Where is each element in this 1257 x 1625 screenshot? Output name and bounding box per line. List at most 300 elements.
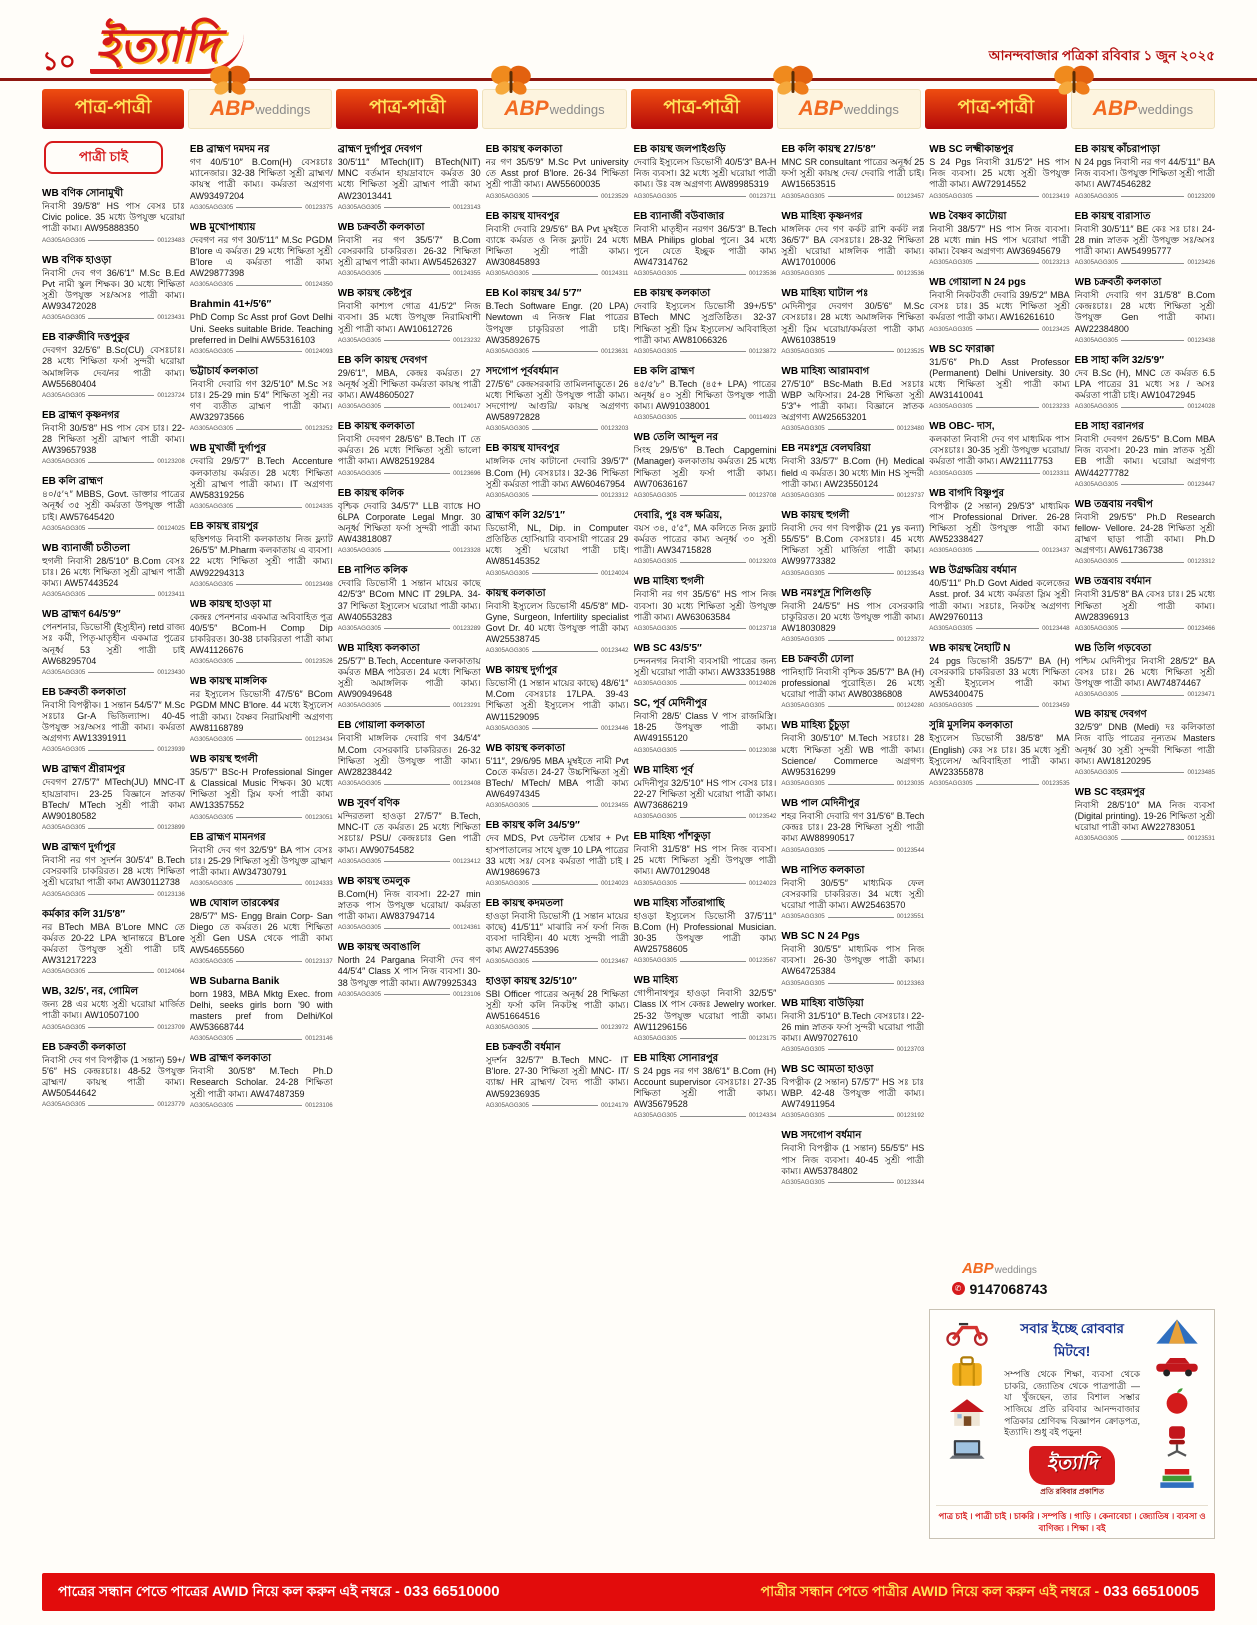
ad-code-rule [236, 960, 302, 962]
ad-codes [634, 957, 777, 964]
ad-body: নিবাসী কাশ্যপ গোত্র 41/5′2″ নিজ ব্যবসা। 35 মধ্যে উপযুক্ত নিরামিষাশী সুশ্রী পাত্রী কাম্য। AW10612726 [337, 301, 481, 334]
ad-title: ভট্টাচার্য কলকাতা [189, 365, 259, 377]
ad-body: দেব MDS, Pvt ডেন্টাল চেম্বার + Pvt হাসপাতালের সাথে যুক্ত 10 LPA পাত্রের 33 মধ্যে সঃ/ বেসঃ কর্মরতা পাত্রী চাই I AW19869673 [485, 833, 629, 877]
ad-code-rule [828, 494, 894, 496]
ad-code-rule [976, 627, 1040, 629]
ads-list [486, 139, 629, 1115]
ad-code-rule [1121, 771, 1185, 773]
ad-body: হুগলী নিবাসী 28/5′10″ B.Com বেসঃ চাঃ। 26 মধ্যে শিক্ষিতা সুশ্রী ব্রাহ্মণ পাত্রী কাম্য। AW57443524 [42, 555, 185, 589]
ad-code-rule [384, 206, 450, 208]
ad-code-rule [88, 827, 154, 829]
luggage-image [947, 1354, 987, 1388]
ad-codes [634, 414, 777, 421]
ad-body: PhD Comp Sc Asst prof Govt Delhi Uni. Seeks suitable Bride. Teaching preferred in Delhi AW55316103 [189, 312, 333, 345]
ad-body: 40/5′11″ Ph.D Govt Aided কলেজের Asst. prof. 34 মধ্যে কর্মরতা স্লিম সুশ্রী পাত্রী কাম্য। সঃচাঃ, নিকটস্থ অগ্রগণ্য AW29760113 [929, 578, 1070, 622]
butterfly-icon [489, 63, 533, 99]
ad-code-rule [828, 428, 894, 430]
ad-agency-code: AG305AGG305 [189, 658, 234, 666]
ad-body: পানিহাটি নিবাসী বৃশ্চিক 35/5′7″ BA (H) professional পুরোহিত। 26 মধ্যে ঘরোয়া পাত্রী কাম্য AW80386808 [781, 667, 925, 700]
ad-ref-code: 00123208 [157, 458, 185, 466]
classified-ad [338, 283, 481, 343]
classified-ad [929, 560, 1069, 632]
classified-ad [338, 350, 481, 410]
ad-body: 31/5′6″ Ph.D Asst Professor (Permanent) Delhi University. 30 মধ্যে শিক্ষিতা সুশ্রী পাত্রী কাম্য AW31410041 [929, 356, 1070, 400]
ad-ref-code: 00123344 [896, 1178, 925, 1186]
ad-code-rule [88, 1104, 154, 1106]
ad-ref-code: 00123455 [600, 802, 629, 810]
ad-agency-code: AG305AGG305 [485, 425, 529, 433]
ad-title: কায়স্থ কলকাতা [485, 587, 546, 599]
ad-codes [634, 270, 777, 277]
classified-ad [190, 361, 333, 433]
ad-title: WB বণিক হাওড়া [42, 254, 112, 266]
classified-ad [190, 827, 333, 887]
ad-agency-code: AG305AGG305 [1074, 480, 1118, 488]
classified-ad [42, 1037, 185, 1109]
ad-codes [190, 736, 333, 743]
ad-body: বিপত্নীক (2 সন্তান) 57/5′7″ HS সঃ চাঃ WBP. 42-48 উপযুক্ত পাত্রী কাম্য। AW74911954 [781, 1076, 925, 1110]
ad-codes [42, 824, 185, 831]
ad-code-rule [236, 284, 302, 286]
promo-tagline: প্রতি রবিবার প্রকাশিত [1040, 1487, 1104, 1497]
classified-ad [338, 638, 481, 710]
classified-ad [781, 793, 924, 853]
patra-patri-banner [336, 89, 478, 129]
classified-ad [338, 560, 481, 632]
classified-ad [1075, 638, 1215, 698]
ad-body: বয়স ৩৪, ৫′৫″, MA কলিতে নিজ ফ্ল্যাট কর্মরত পাত্রের কাম্য অনূর্ধ্ব ৩০ সুশ্রী পাত্রী। AW34715828 [633, 522, 777, 556]
ad-codes [1075, 193, 1215, 200]
classified-ad [190, 139, 333, 211]
ad-body: মাঙ্গলিক দোষ কাটানো দেবারি 39/5′7″ B.Com (H) বেসঃচাঃ। 32-36 শিক্ষিতা সুশ্রী কর্মরতা পাত্রী কাম্য AW60467954 [485, 456, 629, 489]
ad-body: North 24 Pargana নিবাসী দেব গণ 44/5′4″ Class X পাস নিজ ব্যবসা। 30-38 উপযুক্ত পাত্রী কাম্য। AW79925343 [337, 955, 481, 988]
patra-patri-banner [631, 89, 773, 129]
ad-agency-code: AG305AGG305 [337, 203, 382, 211]
ad-codes [1075, 769, 1215, 776]
ad-title: WB কায়স্থ মাঙ্গলিক [189, 676, 267, 688]
ad-ref-code: 00123312 [600, 491, 629, 499]
ad-title: ব্রাহ্মণ দুর্গাপুর দেবগণ [337, 144, 422, 156]
ad-title: EB কায়স্থ কলকাতা [485, 144, 563, 156]
ad-title: WB বাগদি বিষ্ণুপুর [929, 487, 1005, 499]
ad-body: বিপত্নীক (2 সন্তান) 29/5′3″ মাধ্যমিক পাস Professional Driver. 26-28 শিক্ষিতা সুশ্রী উপযুক্ত পাত্রী কাম্য AW52338427 [929, 500, 1070, 545]
ad-codes [338, 204, 481, 211]
classified-ad [781, 361, 924, 433]
ad-code-rule [680, 627, 746, 629]
ad-code-rule [236, 738, 302, 740]
ad-body: MNC SR consultant পাত্রের অনূর্ধ্ব 25 ফর্সা সুশ্রী কায়স্থ দেব/ দেবারি পাত্রী চাই। AW15653515 [781, 157, 925, 190]
ad-ref-code: 00123289 [453, 624, 481, 632]
classified-ad [929, 638, 1069, 710]
ad-ref-code: 00123442 [600, 647, 629, 655]
ads-column-1 [42, 139, 185, 1539]
ad-codes [781, 980, 924, 987]
ad-ref-code: 00123872 [748, 347, 777, 355]
ad-body: কলকাতা নিবাসী দেব গণ মাধ্যমিক পাস বেসঃচাঃ। 30-35 সুশ্রী উপযুক্ত ঘরোয়া/ কর্মরতা পাত্রী কাম্য। AW21117753 [929, 434, 1070, 467]
phone-icon: ✆ [952, 1282, 965, 1295]
ad-ref-code: 00123708 [748, 491, 777, 499]
ad-codes [190, 958, 333, 965]
ad-body: দেবগণ নর গণ 30/5′11″ M.Sc PGDM B'lore এ কর্মরত। 29 মধ্যে শিক্ষিতা সুশ্রী B'lore এ কর্মরতা পাত্রী কাম্য AW29877398 [189, 234, 333, 279]
ad-ref-code: 00123544 [896, 846, 925, 854]
ad-ref-code: 00124361 [453, 924, 481, 932]
ad-ref-code: 00123631 [600, 347, 629, 355]
helpline-banner [42, 1573, 1215, 1611]
ad-body: বৃশ্চিক দেবারি 34/5′7″ LLB ব্যাঙ্কে HO 6LPA Corporate Legal Mngr. 30 অনূর্ধ্ব শিক্ষিতা ফর্সা সুন্দরী পাত্রী কাম্য AW43818087 [337, 500, 481, 545]
ad-ref-code: 00124333 [305, 880, 333, 888]
ad-ref-code: 00123419 [1042, 192, 1070, 200]
ad-ref-code: 00123035 [896, 780, 925, 788]
ad-body: দেবগণ 27/5′7″ MTech(JU) MNC-IT হায়দ্রাবাদ। 23-25 বিজ্ঞানে স্নাতক/ BTech/ MTech সুশ্রী পাত্রী কাম্য AW90180582 [42, 777, 185, 821]
ad-body: নিবাসী দেব গণ বিপত্নীক (21 ys কন্যা) 55/5′5″ B.Com বেসঃচাঃ। 45 মধ্যে শিক্ষিতা সুশ্রী মার্জিতা পাত্রী কাম্য। AW99773382 [781, 522, 925, 567]
ad-ref-code: 00123291 [453, 702, 481, 710]
ad-agency-code: AG305AGG305 [1074, 835, 1118, 843]
ad-title: EB কলি ব্রাহ্মণ [42, 476, 103, 488]
ad-ref-code: 00123535 [1042, 780, 1070, 788]
ad-body: ইস্যুলেস ডিভোর্সী 38/5′8″ MA (English) কেঃ সঃ চাঃ। 35 মধ্যে সুশ্রী ইস্যুলেস/ অবিবাহিতা পাত্রী কাম্য। AW23355878 [929, 733, 1070, 777]
ad-title: WB চক্রবর্তী কলকাতা [337, 221, 425, 233]
classified-ad [190, 516, 333, 588]
ads-list [929, 139, 1069, 793]
classified-ad [42, 904, 185, 976]
ad-title: EB ব্রাহ্মণ দমদম নর [189, 144, 270, 156]
ad-ref-code: 00123483 [157, 236, 185, 244]
classified-ad [42, 183, 185, 243]
ad-codes [338, 625, 481, 632]
ad-body: 24 pgs ডিভোর্সী 35/5′7″ BA (H) বেসরকারি চাকরিরতা 33 মধ্যে শিক্ষিতা সুশ্রী ইস্যুলেস পাত্রী কাম্য AW53400475 [929, 655, 1070, 700]
ad-code-rule [532, 805, 598, 807]
ad-title: WB মুখোপাধ্যায় [189, 221, 256, 233]
ad-title: WB মাহিষ্য আরামবাগ [781, 365, 870, 377]
abp-weddings-logo [929, 1260, 1069, 1278]
ad-body: 35/5′7″ BSc-H Professional Singer & Classical Music শিক্ষক। 30 মধ্যে শিক্ষিতা সুশ্রী স্লিম ফর্সা পাত্রী কাম্য AW13357552 [189, 766, 333, 811]
patra-patri-label: পাত্র-পাত্রী [663, 97, 740, 119]
ad-title: EB ব্রাহ্মণ মামনগর [189, 831, 266, 843]
ad-code-rule [532, 883, 598, 885]
ad-agency-code: AG305AGG305 [189, 425, 234, 433]
ad-codes [634, 625, 777, 632]
classified-ad [929, 272, 1069, 332]
ad-title: WB মাহিষ্য ঘাটাল পঃ [781, 288, 869, 300]
ad-codes [42, 314, 185, 321]
ad-ref-code: 00123203 [748, 558, 777, 566]
ad-ref-code: 00124017 [453, 403, 481, 411]
ad-body: দেবারি ইস্যুলেস ডিভোর্সী 39+/5′5″ BTech MNC সুপ্রতিষ্ঠিত। 32-37 শিক্ষিতা সুশ্রী স্লিম ইস্যুলেস/ অবিবাহিতা পাত্রী কাম্য AW81066326 [633, 301, 777, 345]
classified-ad [1075, 494, 1215, 566]
ad-title: WB কায়স্থ নৈহাটি N [929, 642, 1011, 654]
ad-agency-code: AG305AGG305 [633, 270, 677, 278]
ad-ref-code: 00123431 [157, 314, 185, 322]
helpline-number: 9147068743 [969, 1280, 1048, 1297]
ad-ref-code: 00123542 [748, 813, 777, 821]
ad-ref-code: 00123446 [600, 724, 629, 732]
ad-code-rule [828, 849, 894, 851]
promo-categories: পাত্র চাই । পাত্রী চাই । চাকরি । সম্পত্তি । গাড়ি । কেনাবেচা । জ্যোতিষ । ব্যবসা ও বাণিজ্য । শিক্ষা । বই [936, 1505, 1208, 1534]
classified-ad [338, 139, 481, 211]
ad-code-rule [680, 960, 746, 962]
ad-code-rule [828, 639, 894, 641]
ad-codes [634, 193, 777, 200]
ad-codes [486, 193, 629, 200]
classified-ad [338, 483, 481, 555]
classified-ad [781, 283, 924, 355]
ad-code-rule [88, 394, 154, 396]
ad-body: 27/5′6″ কেন্দ্রসরকারি তামিলনাড়ুতে। 26 মধ্যে শিক্ষিতা সুশ্রী উপযুক্ত পাত্রী কাম্য। সদগোপ/ আগুরি/ কায়স্থ অগ্রগণ্য AW58972828 [485, 378, 629, 423]
ad-body: নিবাসী 30/5′11″ BE কেঃ সঃ চাঃ। 24-28 min স্নাতক সুশ্রী উপযুক্ত সঃ/অসঃ পাত্রী কাম্য। AW54995777 [1074, 223, 1215, 256]
ad-code-rule [236, 506, 302, 508]
ad-codes [781, 913, 924, 920]
ad-title: SC, পূর্ব মেদিনীপুর [633, 698, 707, 710]
ad-agency-code: AG305AGG305 [485, 569, 529, 577]
patra-patri-label: পাত্র-পাত্রী [369, 97, 446, 119]
ad-code-rule [532, 195, 598, 197]
ads-list [338, 139, 481, 1004]
ad-code-rule [532, 273, 598, 275]
ad-ref-code: 00123471 [1187, 691, 1215, 699]
ad-body: দেবারি ইস্যুলেস ডিভোর্সী 40/5′3″ BA-H নিজ ব্যবসা। 32 মধ্যে সুশ্রী ঘরোয়া পাত্রী কাম্য। উঃ বঙ্গ অগ্রগণ্য AW89985319 [633, 157, 777, 190]
ad-ref-code: 00123106 [453, 990, 481, 998]
ad-title: WB SC বহরমপুর [1074, 786, 1145, 798]
ad-code-rule [976, 406, 1040, 408]
ad-body: নিবাসী নর গণ 35/5′6″ HS পাস নিজ ব্যবসা। 30 মধ্যে শিক্ষিতা সুশ্রী উপযুক্ত পাত্রী কাম্য। AW63063584 [633, 589, 777, 622]
ad-code-rule [384, 860, 450, 862]
ad-ref-code: 00124350 [305, 281, 333, 289]
ad-body: নিবাসী নর গণ সুদর্শন 30/5′4″ B.Tech বেসরকারি চাকরিরত। 28 মধ্যে শিক্ষিতা সুশ্রী ঘরোয়া পাত্রী কাম্য AW30112738 [42, 855, 185, 888]
ad-ref-code: 00123711 [749, 192, 777, 200]
ad-ref-code: 00123529 [600, 192, 629, 200]
classified-ad [190, 217, 333, 289]
apple-image [1162, 1386, 1192, 1416]
groom-helpline [58, 1580, 500, 1604]
ad-ref-code: 00123498 [305, 580, 333, 588]
ad-agency-code: AG305AGG305 [189, 281, 234, 289]
ad-body: নিবাসী ইস্যুলেস ডিভোর্সী 45/5′8″ MD- Gyne, Surgeon, Infertility specialist Govt Dr. 40 মধ্যে উপযুক্ত পাত্রী কাম্য AW25538745 [485, 600, 629, 644]
classified-ad [634, 505, 777, 565]
ad-codes [1075, 403, 1215, 410]
ad-code-rule [384, 783, 450, 785]
ad-body: জন্য 28 এর মধ্যে সুশ্রী ঘরোয়া মার্জিত পাত্রী কাম্য। AW10507100 [42, 999, 185, 1021]
ad-code-rule [532, 350, 598, 352]
ad-title: EB গোয়ালা কলকাতা [337, 720, 425, 732]
ad-code-rule [532, 960, 598, 962]
ad-agency-code: AG305AGG305 [633, 624, 677, 632]
weddings-logo-text: weddings [994, 1264, 1037, 1276]
ad-codes [338, 270, 481, 277]
classified-ad [634, 427, 777, 499]
ad-title: EB সাহা বরানগর [1074, 421, 1144, 433]
ad-code-rule [828, 1115, 894, 1117]
classified-ad [190, 294, 333, 354]
ad-body: নর ইস্যুলেস ডিভোর্সী 47/5′6″ BCom PGDM MNC B'lore. 44 মধ্যে ইস্যুলেস পাত্রী কাম্য। বৈষ্ণব নিরামিষাশী অগ্রগণ্য AW81168789 [189, 689, 333, 733]
ad-codes [338, 924, 481, 931]
ad-title: EB কায়স্থ কলকাতা [633, 288, 711, 300]
ad-codes [781, 348, 924, 355]
ad-agency-code: AG305AGG305 [1074, 336, 1118, 344]
ad-codes [929, 547, 1069, 554]
date-line: রবিবার ১ জুন ২০২৫ [1102, 48, 1215, 64]
ad-codes [42, 968, 185, 975]
ad-ref-code: 00123448 [1042, 624, 1070, 632]
ad-agency-code: AG305AGG305 [337, 702, 382, 710]
ad-code-rule [88, 893, 154, 895]
paper-dateline [989, 45, 1215, 74]
ad-codes [338, 470, 481, 477]
ad-codes [634, 558, 777, 565]
ads-list [42, 183, 185, 1114]
ad-agency-code: AG305AGG305 [781, 569, 825, 577]
ad-code-rule [88, 594, 154, 596]
ad-ref-code: 00123252 [305, 425, 333, 433]
ad-ref-code: 00123467 [600, 957, 629, 965]
ad-body: নিবাসী বিপত্নীক (1 সন্তান) 55/5′5″ HS পাস নিজ ব্যবসা। 40-45 সুশ্রী পাত্রী কাম্য। AW53784802 [781, 1143, 925, 1176]
ad-code-rule [384, 550, 450, 552]
promo-headline: সবার ইচ্ছে রোববার মিটবে! [1020, 1320, 1124, 1359]
weddings-logo-text: weddings [1138, 101, 1194, 117]
ad-codes [781, 1179, 924, 1186]
classified-ad [338, 715, 481, 787]
ad-body: নিবাসী 30/5′8″ HS পাস বেস চাঃ। 22-28 শিক্ষিতা সুশ্রী ব্রাহ্মণ পাত্রী কাম্য। AW39657938 [42, 422, 185, 456]
abp-logo-text: ABP [798, 97, 843, 121]
classified-ad [338, 937, 481, 997]
classified-ad [1075, 416, 1215, 488]
ad-agency-code: AG305AGG305 [929, 325, 973, 333]
ad-ref-code: 00114923 [749, 414, 777, 422]
ad-codes [338, 858, 481, 865]
ad-agency-code: AG305AGG305 [781, 636, 825, 643]
classified-ad [634, 970, 777, 1042]
ad-agency-code: AG305AGG305 [781, 1045, 825, 1053]
ad-title: WB উগ্রক্ষত্রিয় বর্ধমান [929, 565, 1017, 577]
ad-body: দেবগণ 32/5′6″ B.Sc(CU) বেসঃচাঃ। 28 মধ্যে শিক্ষিতা ফর্সা সুন্দরী ঘরোয়া অমাঙ্গলিক দেব/নর পাত্রী কাম্য। AW55680404 [42, 345, 185, 389]
ad-title: EB চক্রবর্তী ঢোলা [781, 654, 854, 665]
ad-ref-code: 00123375 [305, 203, 333, 211]
ad-code-rule [88, 749, 154, 751]
ad-ref-code: 00124179 [600, 1101, 629, 1109]
ad-codes [486, 880, 629, 887]
ad-title: EB কায়স্থ কদমতলা [485, 898, 564, 910]
ad-agency-code: AG305AGG305 [485, 270, 529, 278]
ad-agency-code: AG305AGG305 [189, 813, 234, 821]
ad-agency-code: AG305AGG305 [189, 880, 234, 888]
classified-ad [634, 638, 777, 687]
ad-agency-code: AG305AGG305 [633, 1112, 677, 1120]
ad-code-rule [236, 350, 302, 352]
ad-code-rule [384, 273, 450, 275]
ad-agency-code: AG305AGG305 [781, 979, 825, 987]
classified-ad [634, 760, 777, 820]
ad-codes [634, 680, 777, 687]
classified-ad [190, 1048, 333, 1108]
ad-codes [486, 270, 629, 277]
ad-codes [486, 570, 629, 577]
classified-ad [486, 206, 629, 278]
ad-code-rule [236, 428, 302, 430]
ad-title: WB মাহিষ্য পূর্ব [633, 764, 694, 776]
ad-ref-code: 00123213 [1042, 259, 1070, 267]
ad-agency-code: AG305AGG305 [1074, 259, 1118, 267]
ad-codes [42, 392, 185, 399]
ad-codes [190, 503, 333, 510]
ad-codes [338, 337, 481, 344]
ad-body: ডিভোর্সী, NL, Dip. in Computer প্রতিষ্ঠিত হোসিয়ারি ব্যবসায়ী পাত্রের 29 মধ্যে সুশ্রী ঘরোয়া পাত্রী চাই। AW85145352 [485, 522, 629, 567]
classified-ad [190, 749, 333, 821]
ad-title: WB OBC- দাস, [929, 421, 995, 433]
ad-codes [190, 204, 333, 211]
classified-ad [781, 206, 924, 278]
ad-title: WB সদগোপ বর্ধমান [781, 1130, 862, 1142]
ad-body: নিবাসী নর গণ 35/5′7″ B.Com বেসরকারি চাকরিরত। 26-32 শিক্ষিতা সুশ্রী ব্রাহ্মণ পাত্রী কাম্য। AW54526327 [337, 234, 481, 268]
classified-ad [781, 993, 924, 1053]
ad-code-rule [680, 195, 746, 197]
ad-ref-code: 00123551 [896, 913, 925, 921]
ad-code-rule [680, 749, 746, 751]
ad-code-rule [236, 661, 302, 663]
ad-title: WB মাহিষ্য কলকাতা [337, 642, 420, 654]
ad-agency-code: AG305AGG305 [485, 192, 529, 200]
ad-code-rule [236, 583, 302, 585]
ad-agency-code: AG305AGG305 [781, 347, 825, 355]
ad-ref-code: 00123411 [157, 591, 185, 599]
ad-code-rule [828, 572, 894, 574]
classified-ad [929, 206, 1069, 266]
ad-ref-code: 00123447 [1187, 480, 1215, 488]
classified-ad [634, 139, 777, 199]
ad-title: EB কায়স্থ যাদবপুর [485, 210, 560, 222]
ad-agency-code: AG305AGG305 [42, 668, 86, 676]
ad-codes [781, 492, 924, 499]
ad-agency-code: AG305AGG305 [633, 1034, 677, 1042]
ad-code-rule [384, 705, 450, 707]
ad-code-rule [532, 650, 598, 652]
ad-code-rule [532, 494, 598, 496]
ad-code-rule [680, 1037, 746, 1039]
ad-code-rule [1121, 195, 1185, 197]
ad-title: দেবারি, পুঃ বঙ্গ ক্ষত্রিয়, [633, 509, 723, 521]
ad-ref-code: 00123146 [305, 1035, 333, 1043]
ad-body: নিবাসী 39/5′8″ HS পাস বেসঃ চাঃ Civic police. 35 মধ্যে উপযুক্ত ঘরোয়া পাত্রী কাম্য। AW95888350 [42, 201, 185, 234]
ad-ref-code: 00123412 [453, 857, 481, 865]
ad-codes [929, 702, 1069, 709]
ad-agency-code: AG305AGG305 [42, 524, 86, 532]
ad-code-rule [680, 273, 746, 275]
ad-title: WB কায়স্থ অবাঙালি [337, 942, 421, 954]
classified-ad [486, 361, 629, 433]
classified-ad [486, 139, 629, 199]
ad-codes [42, 591, 185, 598]
ad-code-rule [1121, 262, 1185, 264]
groom-helpline-number: 033 66510000 [403, 1583, 500, 1600]
ad-body: শহর নিবাসী দেবারি গণ 31/5′6″ B.Tech কেন্দ্রঃ চাঃ। 23-28 শিক্ষিতা সুশ্রী পাত্রী কাম্য AW88990517 [781, 811, 925, 844]
ad-codes [929, 470, 1069, 477]
ad-agency-code: AG305AGG305 [189, 580, 234, 588]
ad-agency-code: AG305AGG305 [929, 403, 973, 411]
ad-codes [929, 326, 1069, 333]
ad-ref-code: 00123426 [1187, 259, 1215, 267]
ad-body: B.Tech Software Engr. (20 LPA) Newtown এ নিজস্ব Flat পাত্রের উপযুক্ত চাকুরিরতা পাত্রী চাই। AW35892675 [485, 301, 629, 345]
ad-ref-code: 00123480 [896, 425, 925, 433]
ad-title: EB ব্রাহ্মণ কৃষ্ণনগর [42, 409, 120, 421]
ad-agency-code: AG305AGG305 [633, 347, 677, 355]
chair-image [1160, 1424, 1194, 1458]
ad-title: WB বৈষ্ণব কাটোয়া [929, 210, 1007, 222]
ad-title: WB SC ফারাক্কা [929, 343, 995, 355]
ad-ref-code: 00123899 [157, 824, 185, 832]
ad-codes [929, 625, 1069, 632]
ittyadi-logo: ইত্যাদি [1029, 1446, 1116, 1485]
ad-code-rule [1121, 627, 1185, 629]
ad-title: WB কায়স্থ হুগলী [781, 509, 850, 521]
classified-ad [1075, 350, 1215, 410]
